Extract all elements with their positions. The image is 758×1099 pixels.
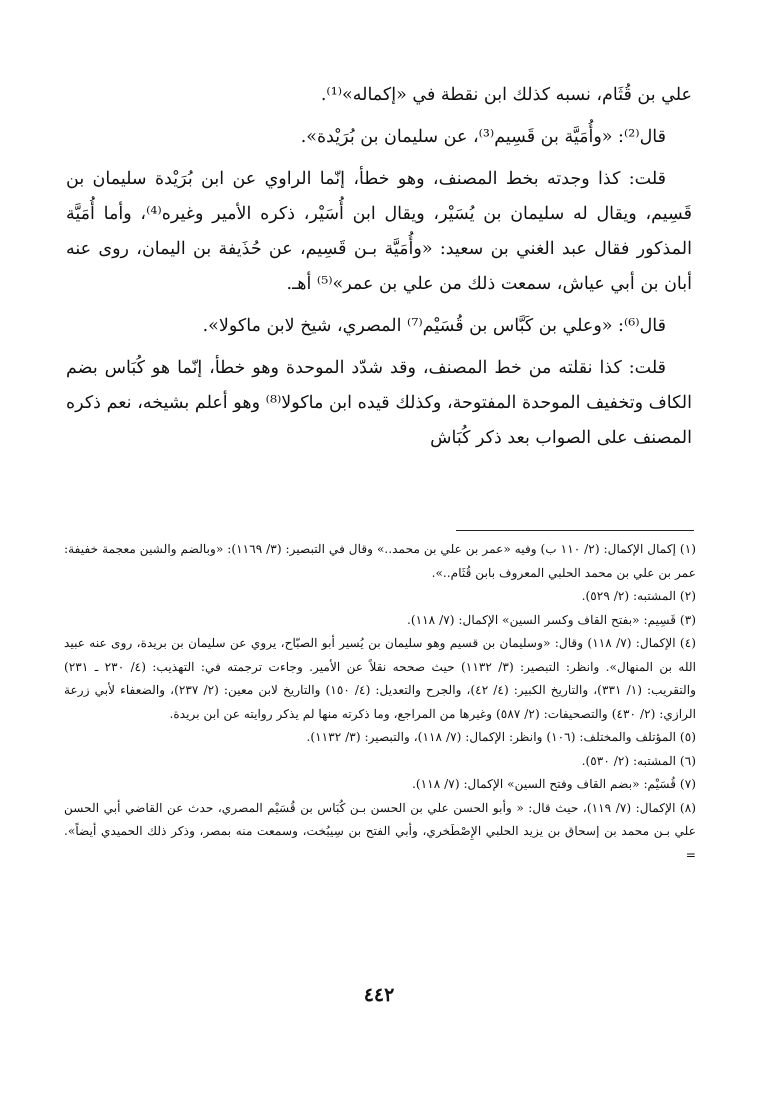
footnote: (٤) الإكمال: (٧/ ١١٨) وقال: «وسليمان بن قسيم وهو سليمان بن يُسير أبو الصبّاح، يروي عن سليمان بن بريدة، روى عنه عبيد الله بن المنهال». وانظر: التبصير: (٣/ ١١٣٢) حيث صححه نقلاً عن الأمير. وجاءت ترجمته في: التهذيب: (٤/ ٢٣٠ ـ ٢٣١) والتقريب: (١/ ٣٣١)، والتاريخ الكبير: (٤/ ٤٢)، والجرح والتعديل: (٤/ ١٥٠) والتاريخ لابن معين: (٢/ ٢٣٧)، والضعفاء لأبي زرعة الرازي: (٢/ ٤٣٠) والتصحيفات: (٢/ ٥٨٧) وغيرها من المراجع، وما ذكرته منها لم يذكر روايته عن ابن بريدة.: [64, 636, 697, 721]
page-number: ٤٤٢: [363, 984, 395, 1006]
main-paragraph: علي بن قُثَام، نسبه كذلك ابن نقطة في «إكماله»⁽¹⁾.: [320, 85, 692, 105]
footnote: (٢) المشتبه: (٢/ ٥٢٩).: [581, 589, 696, 603]
footnote-separator: [456, 530, 694, 531]
main-paragraph: قال⁽⁶⁾: «وعلي بن كَبَّاس بن قُسَيْم⁽⁷⁾ المصري، شيخ لابن ماكولا».: [202, 316, 666, 336]
footnote: (٨) الإكمال: (٧/ ١١٩)، حيث قال: « وأبو الحسن علي بن الحسن بـن كُبَاس بن قُسَيْم المصري، حدث عن القاضي أبي الحسن علي بـن محمد بن إسحاق بن يزيد الحلبي الإِصْطَخري، وأبي الفتح بن سِيبُخت، وسمعت منه بمصر، وذكر ذلك الحميدي أيضاً». =: [64, 800, 696, 862]
main-text: [66, 78, 692, 463]
main-paragraph: قلت: كذا وجدته بخط المصنف، وهو خطأ، إنّما الراوي عن ابن بُرَيْدة سليمان بن قَسِيم، ويقال له سليمان بن يُسَيْر، ويقال ابن أُسَيْر، ذكره الأمير وغيره⁽⁴⁾، وأما أُمَيَّة المذكور فقال عبد الغني بن سعيد: «وأُمَيَّة بـن قَسِيم، عن حُذَيفة بن اليمان، روى عنه أبان بن أبي عياش، سمعت ذلك من علي بن عمر»⁽⁵⁾ أهـ.: [66, 169, 693, 294]
main-paragraph: قلت: كذا نقلته من خط المصنف، وقد شدّد الموحدة وهو خطأ، إنّما هو كُبَاس بضم الكاف وتخفيف الموحدة المفتوحة، وكذلك قيده ابن ماكولا⁽⁸⁾ وهو أعلم بشيخه، نعم ذكره المصنف على الصواب بعد ذكر كُبَاش: [66, 358, 692, 448]
footnote: (١) إكمال الإكمال: (٢/ ١١٠ ب) وفيه «عمر بن علي بن محمد..» وقال في التبصير: (٣/ ١١٦٩): «وبالضم والشين معجمة خفيفة: عمر بن علي بن محمد الحلبي المعروف بابن قُثَام..».: [64, 542, 696, 580]
footnote: (٣) قَسِيم: «بفتح القاف وكسر السين» الإكمال: (٧/ ١١٨).: [406, 612, 696, 627]
footnotes: [64, 538, 696, 867]
footnote: (٥) المؤتلف والمختلف: (١٠٦) وانظر: الإكمال: (٧/ ١١٨)، والتبصير: (٣/ ١١٣٢).: [306, 730, 696, 744]
main-paragraph: قال⁽²⁾: «وأُمَيَّة بن قَسِيم⁽³⁾، عن سليمان بن بُرَيْدة».: [300, 127, 666, 147]
footnote: (٧) قُسَيْم: «بضم القاف وفتح السين» الإكمال: (٧/ ١١٨).: [412, 777, 696, 791]
footnote: (٦) المشتبه: (٢/ ٥٣٠).: [581, 753, 696, 768]
